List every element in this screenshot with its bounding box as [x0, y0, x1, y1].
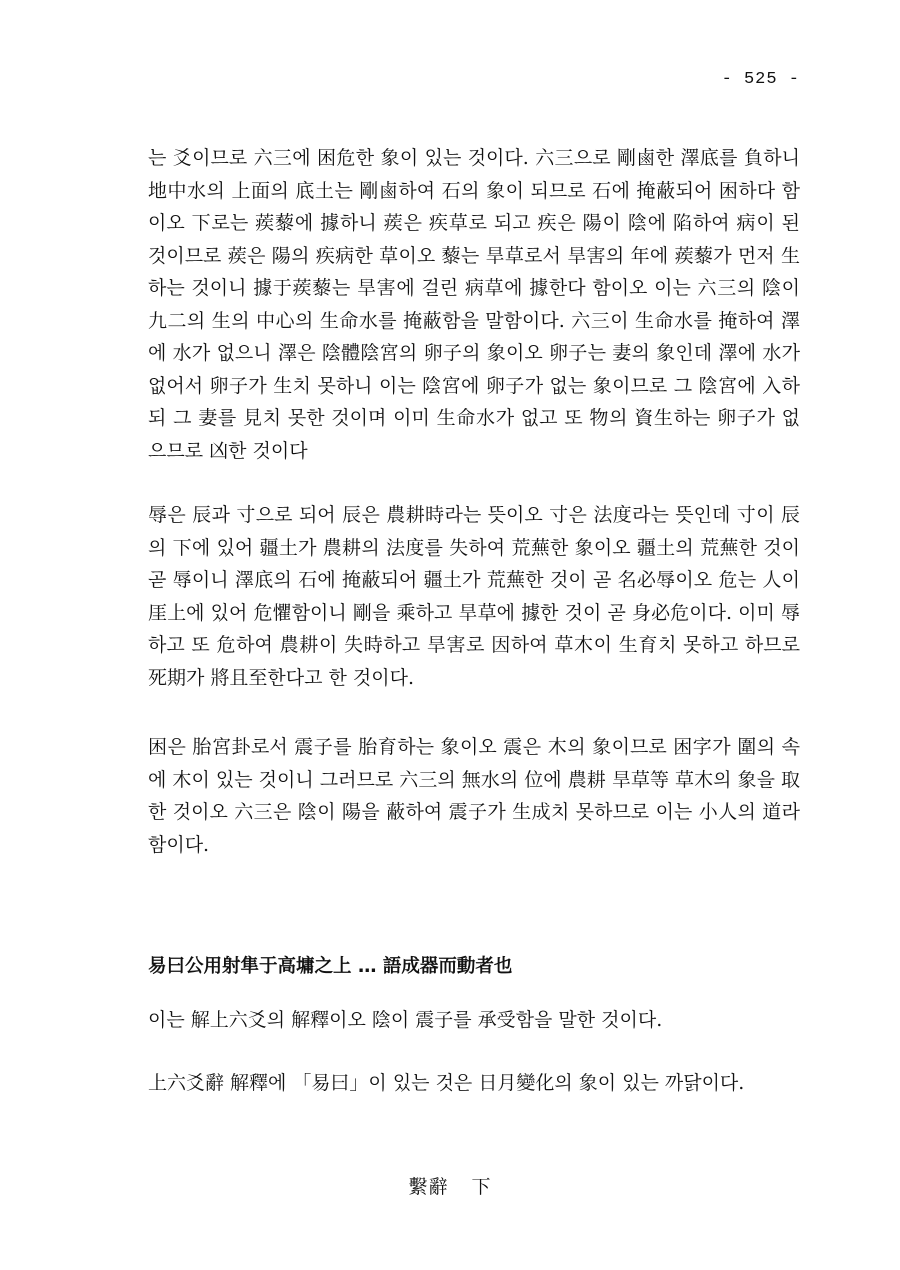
footer-title: 繫辭: [408, 1176, 449, 1198]
footer-part: 下: [471, 1176, 492, 1198]
page-footer: [0, 1172, 900, 1199]
paragraph-1: 는 爻이므로 六三에 困危한 象이 있는 것이다. 六三으로 剛鹵한 澤底를 負하니 地中水의 上面의 底土는 剛鹵하여 石의 象이 되므로 石에 掩蔽되어 困하다 함이오 下로는 蒺藜에 據하니 蒺은 疾草로 되고 疾은 陽이 陰에 陷하여 病이 된 것이므로 蒺은 陽의 疾病한 草이오 藜는 旱草로서 旱害의 年에 蒺藜가 먼저 生하는 것이니 據于蒺藜는 旱害에 걸린 病草에 據한다 함이오 이는 六三의 陰이 九二의 生의 中心의 生命水를 掩蔽함을 말함이다. 六三이 生命水를 掩하여 澤에 水가 없으니 澤은 陰體陰宮의 卵子의 象이오 卵子는 妻의 象인데 澤에 水가 없어서 卵子가 生치 못하니 이는 陰宮에 卵子가 없는 象이므로 그 陰宮에 入하되 그 妻를 見치 못한 것이며 이미 生命水가 없고 또 物의 資生하는 卵子가 없으므로 凶한 것이다: [148, 147, 800, 462]
paragraph-3: 困은 胎宮卦로서 震子를 胎育하는 象이오 震은 木의 象이므로 困字가 圍의 속에 木이 있는 것이니 그러므로 六三의 無水의 位에 農耕 旱草等 草木의 象을 取한 것이오 六三은 陰이 陽을 蔽하여 震子가 生成치 못하므로 이는 小人의 道라 함이다.: [148, 736, 800, 856]
paragraph-2: 辱은 辰과 寸으로 되어 辰은 農耕時라는 뜻이오 寸은 法度라는 뜻인데 寸이 辰의 下에 있어 疆土가 農耕의 法度를 失하여 荒蕪한 象이오 疆土의 荒蕪한 것이 곧 辱이니 澤底의 石에 掩蔽되어 疆土가 荒蕪한 것이 곧 名必辱이오 危는 人이 厓上에 있어 危懼함이니 剛을 乘하고 旱草에 據한 것이 곧 身必危이다. 이미 辱하고 또 危하여 農耕이 失時하고 旱害로 因하여 草木이 生育치 못하고 하므로 死期가 將且至한다고 한 것이다.: [148, 504, 800, 689]
section-heading: 易曰公用射隼于高墉之上 … 語成器而動者也: [148, 956, 513, 977]
note-1: 이는 解上六爻의 解釋이오 陰이 震子를 承受함을 말한 것이다.: [148, 1009, 663, 1031]
page-number: - 525 -: [721, 70, 800, 89]
note-2: 上六爻辭 解釋에 「易曰」이 있는 것은 日月變化의 象이 있는 까닭이다.: [148, 1072, 745, 1094]
